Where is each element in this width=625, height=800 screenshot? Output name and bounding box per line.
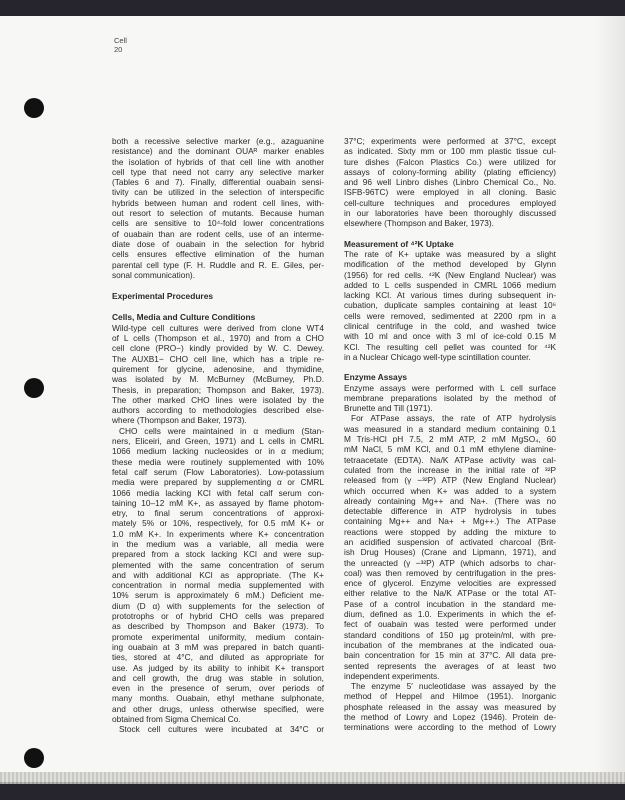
text-line: as described by Thompson and Baker (1973). To — [112, 621, 324, 632]
text-line: cubation, duplicate samples containing at least 10⁶ — [344, 300, 556, 311]
scan-edge — [0, 772, 625, 784]
section-heading: Experimental Procedures — [112, 291, 214, 302]
text-line: M Tris-HCl pH 7.5, 2 mM ATP, 2 mM MgSO₄, 60 — [344, 434, 556, 445]
left-column — [112, 136, 324, 735]
text-line: reactions were stopped by adding the mixture to — [344, 526, 556, 537]
text-line: of ouabain than are rodent cells, use of an interme- — [112, 228, 324, 239]
text-line: For ATPase assays, the rate of ATP hydrolysis — [351, 413, 556, 424]
binder-hole-icon — [24, 748, 44, 768]
text-line: 1066 media lacking KCl with fetal calf serum con- — [112, 487, 324, 498]
text-line: dium, defined as 1.0. Experiments in which the ef- — [344, 609, 556, 620]
text-line: bain concentration for 15 min at 37°C. All data pre- — [344, 650, 556, 661]
text-line: coal) was then removed by centrifugation in the pres- — [344, 567, 556, 578]
text-line: terminations were according to the method of Lowry — [344, 722, 556, 733]
paragraph — [344, 136, 556, 229]
text-line: independent experiments. — [344, 670, 440, 681]
text-line: the method of Lowry and Lopez (1946). Protein de- — [344, 712, 556, 723]
text-line: the isolation of hybrids of that cell line with another — [112, 156, 324, 167]
text-line: even in the presence of serum, over periods of — [112, 683, 324, 694]
section-heading: Enzyme Assays — [344, 372, 408, 383]
text-line: with 10 ml and once with 3 ml of ice-cold 0.15 M — [344, 331, 556, 342]
text-line: these media were routinely supplemented with 10% — [112, 456, 324, 467]
text-line: tetraacetate (EDTA). Na/K ATPase activity was cal- — [344, 454, 556, 465]
text-line: as indicated. Sixty mm or 100 mm plastic tissue cul- — [344, 146, 556, 157]
text-line: cells were removed, sedimented at 2200 rpm in a — [344, 310, 556, 321]
text-line: cell type that need not carry any selective marker — [112, 166, 324, 177]
text-line: promote experimental uniformity, medium contain- — [112, 631, 324, 642]
running-head — [114, 36, 127, 54]
text-line: and other drugs, unless otherwise specified, were — [112, 703, 324, 714]
text-line: both a recessive selective marker (e.g., azaguanine — [112, 136, 324, 146]
text-line: lacking KCl. At various times during subsequent in- — [344, 290, 556, 301]
text-line: fetal calf serum (Flow Laboratories). Low-potassium — [112, 466, 324, 477]
text-line: prototrophs or of hybrid CHO cells was prepared — [112, 611, 324, 622]
page-number: 20 — [114, 45, 123, 54]
text-line: parental cell type (F. H. Ruddle and R. E. Giles, per- — [112, 259, 324, 270]
text-line: out resort to selection of mutants. Because human — [112, 208, 324, 219]
text-line: in our laboratories have been thoroughly discussed — [344, 208, 556, 219]
text-line: an acidified suspension of activated charcoal (Brit- — [344, 536, 556, 547]
binder-hole-icon — [24, 378, 44, 398]
text-line: released from (γ −³²P) ATP (New England Nuclear) — [344, 475, 556, 486]
text-line: obtained from Sigma Chemical Co. — [112, 714, 241, 725]
text-line: culated from the increase in the initial rate of ³²P — [344, 464, 556, 475]
text-line: where (Thompson and Baker, 1973). — [112, 415, 247, 426]
scanned-page — [0, 16, 625, 782]
text-line: 1066 medium lacking nucleosides or in α medium; — [112, 446, 324, 457]
text-line: use. As judged by its ability to inhibit K+ transport — [112, 662, 324, 673]
text-line: containing Mg++ and Na+ + Mg++.) The ATPase — [344, 516, 556, 527]
text-line: hybrids between human and rodent cell lines, with- — [112, 197, 324, 208]
text-line: (1956) for red cells. ⁴²K (New England Nuclear) was — [344, 269, 556, 280]
text-line: many months. Ouabain, ethyl methane sulphonate, — [112, 693, 324, 704]
paragraph — [112, 136, 324, 280]
text-line: quirement for glycine, adenosine, and thymidine, — [112, 363, 324, 374]
text-line: sented represents the averages of at least two — [344, 660, 556, 671]
text-line: was isolated by M. McBurney (McBurney, Ph.D. — [112, 374, 324, 385]
text-line: mately 5% or 10%, respectively, for 0.5 mM K+ or — [112, 518, 324, 529]
text-line: tivity can be utilized in the selection of interspecific — [112, 187, 324, 198]
paragraph — [344, 383, 556, 414]
text-line: modification of the method developed by Glynn — [344, 259, 556, 270]
text-line: clinical centrifuge in the cold, and washed twice — [344, 321, 556, 332]
text-line: diate dose of ouabain in the selection for hybrid — [112, 238, 324, 249]
text-line: 37°C; experiments were performed at 37°C, except — [344, 136, 556, 146]
text-line: etry, to final serum concentrations of approxi- — [112, 508, 324, 519]
text-line: cell clone (PRO−) kindly provided by W. C. Dewey. — [112, 343, 324, 354]
text-line: in a Nuclear Chicago well-type scintillation counter. — [344, 351, 531, 362]
text-line: ture dishes (Falcon Plastics Co.) were utilized for — [344, 156, 556, 167]
text-line: The enzyme 5′ nucleotidase was assayed by the — [351, 681, 556, 692]
text-line: already containing Mg++ and Na+. (There was no — [344, 495, 556, 506]
text-line: media were prepared by supplementing α or CMRL — [112, 477, 324, 488]
text-line: KCl. The resulting cell pellet was counted for ⁴²K — [344, 341, 556, 352]
right-column — [344, 136, 556, 733]
text-line: which occurred when K+ was added to a system — [344, 485, 556, 496]
text-line: 1.0 mM K+. In experiments where K+ concentration — [112, 528, 324, 539]
section-heading: Cells, Media and Culture Conditions — [112, 312, 256, 323]
binder-hole-icon — [24, 98, 44, 118]
text-line: The rate of K+ uptake was measured by a slight — [344, 248, 556, 259]
text-line: in the medium was a variable, all media were — [112, 538, 324, 549]
text-line: cells are sensitive to 10⁴-fold lower concentrations — [112, 218, 324, 229]
text-line: ners, Eliceiri, and Green, 1971) and L cells in CMRL — [112, 436, 324, 447]
text-line: ence of glycerol. Enzyme velocities are expressed — [344, 578, 556, 589]
text-line: assays of colony-forming ability (plating efficiency) — [344, 166, 556, 177]
text-line: 10% serum is approximately 6 mM.) Deficient me- — [112, 590, 324, 601]
text-line: and cell growth, the drug was stable in solution, — [112, 672, 324, 683]
paragraph — [344, 681, 556, 732]
text-line: the unreacted (γ −³²P) ATP (which adsorbs to char- — [344, 557, 556, 568]
paragraph — [112, 323, 324, 426]
text-line: membrane preparations isolated by the method of — [344, 392, 556, 403]
text-line: fect of ouabain was tested were performed under — [344, 619, 556, 630]
text-line: prepared from a stock lacking KCl and were sup- — [112, 549, 324, 560]
text-line: ish Drug Houses) (Crane and Lipmann, 1971), and — [344, 547, 556, 558]
paragraph — [112, 426, 324, 725]
paragraph — [344, 249, 556, 362]
text-line: Thesis, in preparation; Thompson and Baker, 1973). — [112, 384, 324, 395]
text-line: CHO cells were maintained in α medium (Stan- — [119, 425, 324, 436]
text-line: ing ouabain at 3 mM was prepared in batch quanti- — [112, 641, 324, 652]
text-line: standard conditions of 150 µg protein/ml, with pre- — [344, 629, 556, 640]
text-line: dium (D α) with supplements for the selection of — [112, 600, 324, 611]
journal-name: Cell — [114, 36, 127, 45]
text-line: resistance) and the dominant OUAᴿ marker enables — [112, 146, 324, 157]
text-line: Enzyme assays were performed with L cell surface — [344, 382, 556, 393]
text-line: taining 10–12 mM K+, as assayed by flame photom- — [112, 497, 324, 508]
text-line: detectable difference in ATP hydrolysis in tubes — [344, 506, 556, 517]
text-line: cell-culture techniques and procedures employed — [344, 197, 556, 208]
text-line: and with additional KCl as appropriate. (The K+ — [112, 569, 324, 580]
text-line: (Tables 6 and 7). Finally, differential ouabain sensi- — [112, 177, 324, 188]
text-line: Stock cell cultures were incubated at 34°C or — [119, 724, 324, 735]
text-line: ISFB-96TC) were employed in all cloning. Basic — [344, 187, 556, 198]
text-line: method of Heppel and Hilmoe (1951). Inorganic — [344, 691, 556, 702]
text-line: plemented with the same concentration of serum — [112, 559, 324, 570]
text-line: mM NaCl, 5 mM KCl, and 0.1 mM ethylene diamine- — [344, 444, 556, 455]
text-line: authors according to methodologies described else- — [112, 405, 324, 416]
text-line: The AUXB1− CHO cell line, which has a triple re- — [112, 353, 324, 364]
text-line: sonal communication). — [112, 269, 196, 280]
text-line: was measured in a standard medium containing 0.1 — [344, 423, 556, 434]
text-line: either relative to the Na/K ATPase or the total AT- — [344, 588, 556, 599]
section-heading: Measurement of ⁴²K Uptake — [344, 238, 454, 249]
paragraph — [112, 724, 324, 734]
paragraph — [344, 413, 556, 681]
text-line: of L cells (Thompson et al., 1970) and from a CHO — [112, 333, 324, 344]
text-line: Pase of a control incubation in the standard me- — [344, 598, 556, 609]
text-line: The other marked CHO lines were isolated by the — [112, 394, 324, 405]
text-line: concentration in normal media supplemented with — [112, 580, 324, 591]
text-line: added to L cells suspended in CMRL 1066 medium — [344, 279, 556, 290]
text-line: elsewhere (Thompson and Baker, 1973). — [344, 218, 494, 229]
text-line: Brunette and Till (1971). — [344, 403, 433, 414]
text-line: Wild-type cell cultures were derived from clone WT4 — [112, 322, 324, 333]
text-line: phosphate released in the assay was measured by — [344, 701, 556, 712]
text-line: cells ensures effective elimination of the human — [112, 249, 324, 260]
text-line: and 96 well Linbro dishes (Linbro Chemical Co., No. — [344, 177, 556, 188]
text-line: ties, stored at 4°C, and diluted as appropriate for — [112, 652, 324, 663]
text-line: incubation of the membranes at the indicated oua- — [344, 639, 556, 650]
